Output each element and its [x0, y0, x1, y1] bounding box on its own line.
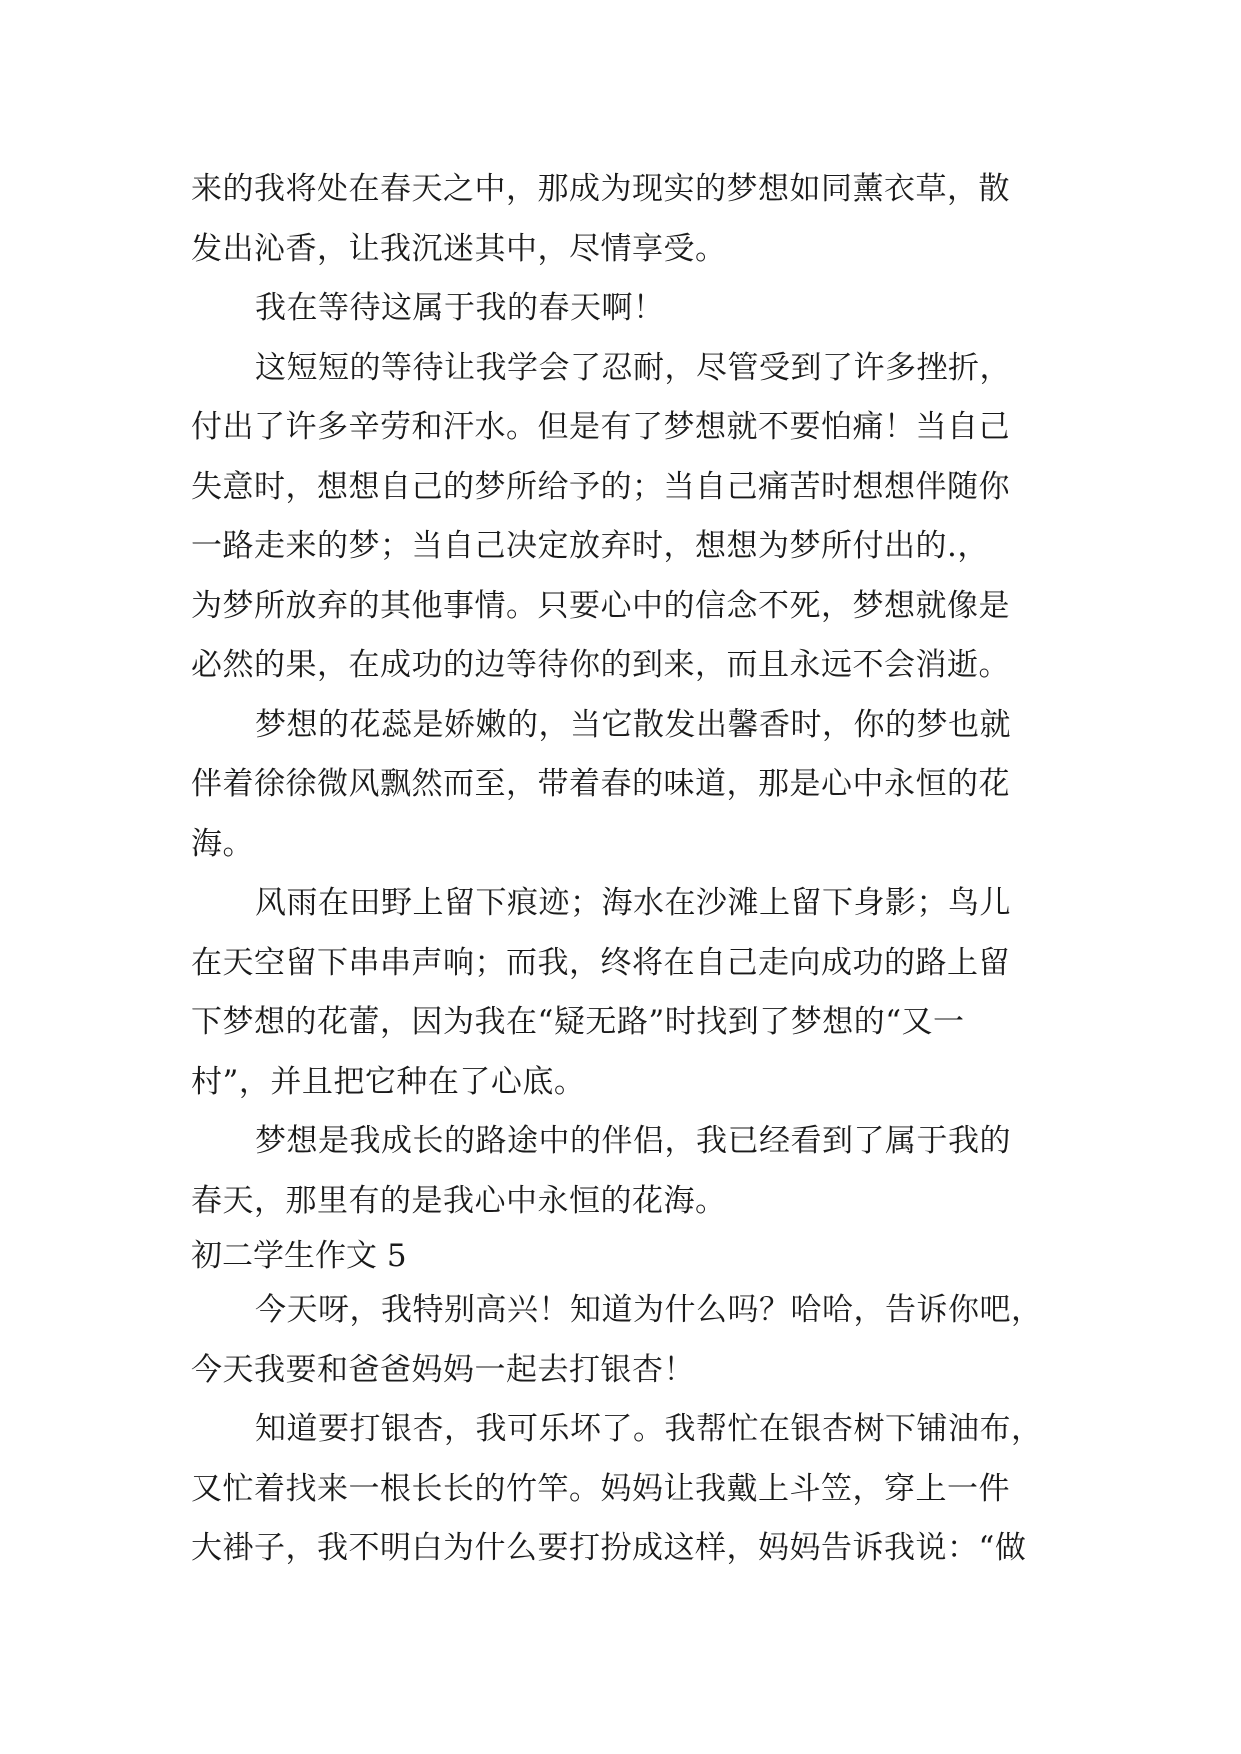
text-line: 村”，并且把它种在了心底。 — [191, 1063, 586, 1100]
text-line: 大褂子，我不明白为什么要打扮成这样，妈妈告诉我说：“做 — [191, 1530, 1027, 1566]
text-line: 失意时，想想自己的梦所给予的；当自己痛苦时想想伴随你 — [191, 468, 1010, 505]
text-line: 为梦所放弃的其他事情。只要心中的信念不死，梦想就像是 — [191, 587, 1010, 624]
paragraph-first-line: 我在等待这属于我的春天啊！ — [255, 290, 665, 326]
paragraph-first-line: 风雨在田野上留下痕迹；海水在沙滩上留下身影；鸟儿 — [255, 885, 1011, 921]
essay-text — [191, 160, 1071, 1579]
text-line: 又忙着找来一根长长的竹竿。妈妈让我戴上斗笠，穿上一件 — [191, 1470, 1010, 1507]
text-line: 来的我将处在春天之中，那成为现实的梦想如同薰衣草，散 — [191, 171, 1010, 207]
text-line: 今天我要和爸爸妈妈一起去打银杏！ — [191, 1351, 695, 1388]
paragraph-first-line: 这短短的等待让我学会了忍耐，尽管受到了许多挫折， — [255, 349, 1011, 386]
text-line: 一路走来的梦；当自己决定放弃时，想想为梦所付出的.， — [191, 528, 989, 564]
text-line: 发出沁香，让我沉迷其中，尽情享受。 — [191, 230, 727, 267]
paragraph-first-line: 今天呀，我特别高兴！知道为什么吗？哈哈，告诉你吧， — [255, 1292, 1043, 1328]
section-heading: 初二学生作文 5 — [191, 1238, 407, 1274]
text-line: 伴着徐徐微风飘然而至，带着春的味道，那是心中永恒的花 — [191, 766, 1010, 802]
text-line: 海。 — [191, 825, 254, 862]
text-line: 春天，那里有的是我心中永恒的花海。 — [191, 1182, 727, 1219]
paragraph-first-line: 梦想是我成长的路途中的伴侣，我已经看到了属于我的 — [255, 1123, 1011, 1159]
text-line: 下梦想的花蕾，因为我在“疑无路”时找到了梦想的“又一 — [191, 1004, 965, 1040]
text-line: 在天空留下串串声响；而我，终将在自己走向成功的路上留 — [191, 944, 1010, 981]
paragraph-first-line: 梦想的花蕊是娇嫩的，当它散发出馨香时，你的梦也就 — [255, 706, 1011, 743]
text-line: 付出了许多辛劳和汗水。但是有了梦想就不要怕痛！当自己 — [191, 409, 1010, 445]
paragraph-first-line: 知道要打银杏，我可乐坏了。我帮忙在银杏树下铺油布， — [255, 1411, 1043, 1447]
text-line: 必然的果，在成功的边等待你的到来，而且永远不会消逝。 — [191, 647, 1010, 683]
